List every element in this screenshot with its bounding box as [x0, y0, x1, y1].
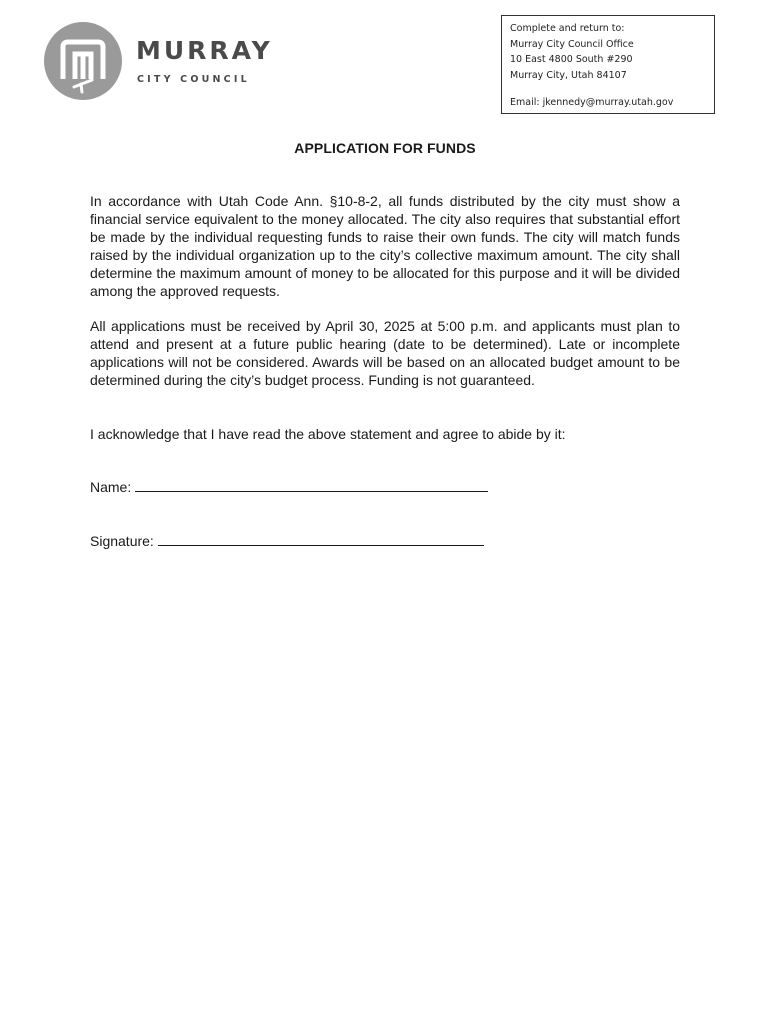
name-label: Name:: [90, 479, 132, 495]
street-address: 10 East 4800 South #290: [510, 54, 633, 65]
acknowledgement-statement: I acknowledge that I have read the above statement and agree to abide by it:: [90, 426, 566, 442]
paragraph-application-deadline: All applications must be received by April 30, 2025 at 5:00 p.m. and applicants must plan to attend and present at a future public hearing (date to be determined). Late or incomplete applications will not be considered. Awards will be based on an allocated budget amount to be determined during the city’s budget process. Funding is not guaranteed.: [90, 318, 680, 388]
signature-label: Signature:: [90, 533, 154, 549]
office-name: Murray City Council Office: [510, 38, 634, 50]
return-address-box: [501, 15, 715, 114]
signature-line[interactable]: [158, 533, 484, 546]
logo-subtitle: CITY COUNCIL: [137, 74, 250, 85]
name-field[interactable]: [90, 479, 488, 495]
document-title: APPLICATION FOR FUNDS: [294, 140, 476, 156]
logo-m-mark-icon: [44, 22, 122, 100]
signature-field[interactable]: [90, 533, 484, 549]
contact-email: Email: jkennedy@murray.utah.gov: [510, 97, 674, 108]
murray-city-council-logo: [44, 22, 274, 102]
return-instruction: Complete and return to:: [510, 23, 625, 34]
logo-emblem-icon: [44, 22, 122, 100]
logo-name: MURRAY: [136, 36, 273, 65]
city-state-zip: Murray City, Utah 84107: [510, 69, 627, 81]
paragraph-funding-requirements: In accordance with Utah Code Ann. §10-8-2, all funds distributed by the city must show a financial service equivalent to the money allocated. The city also requires that substantial effort be made by the individual requesting funds to raise their own funds. The city will match funds raised by the individual organization up to the city’s collective maximum amount. The city shall determine the maximum amount of money to be allocated for this purpose and it will be divided among the approved requests.: [90, 193, 680, 299]
name-line[interactable]: [135, 479, 488, 492]
